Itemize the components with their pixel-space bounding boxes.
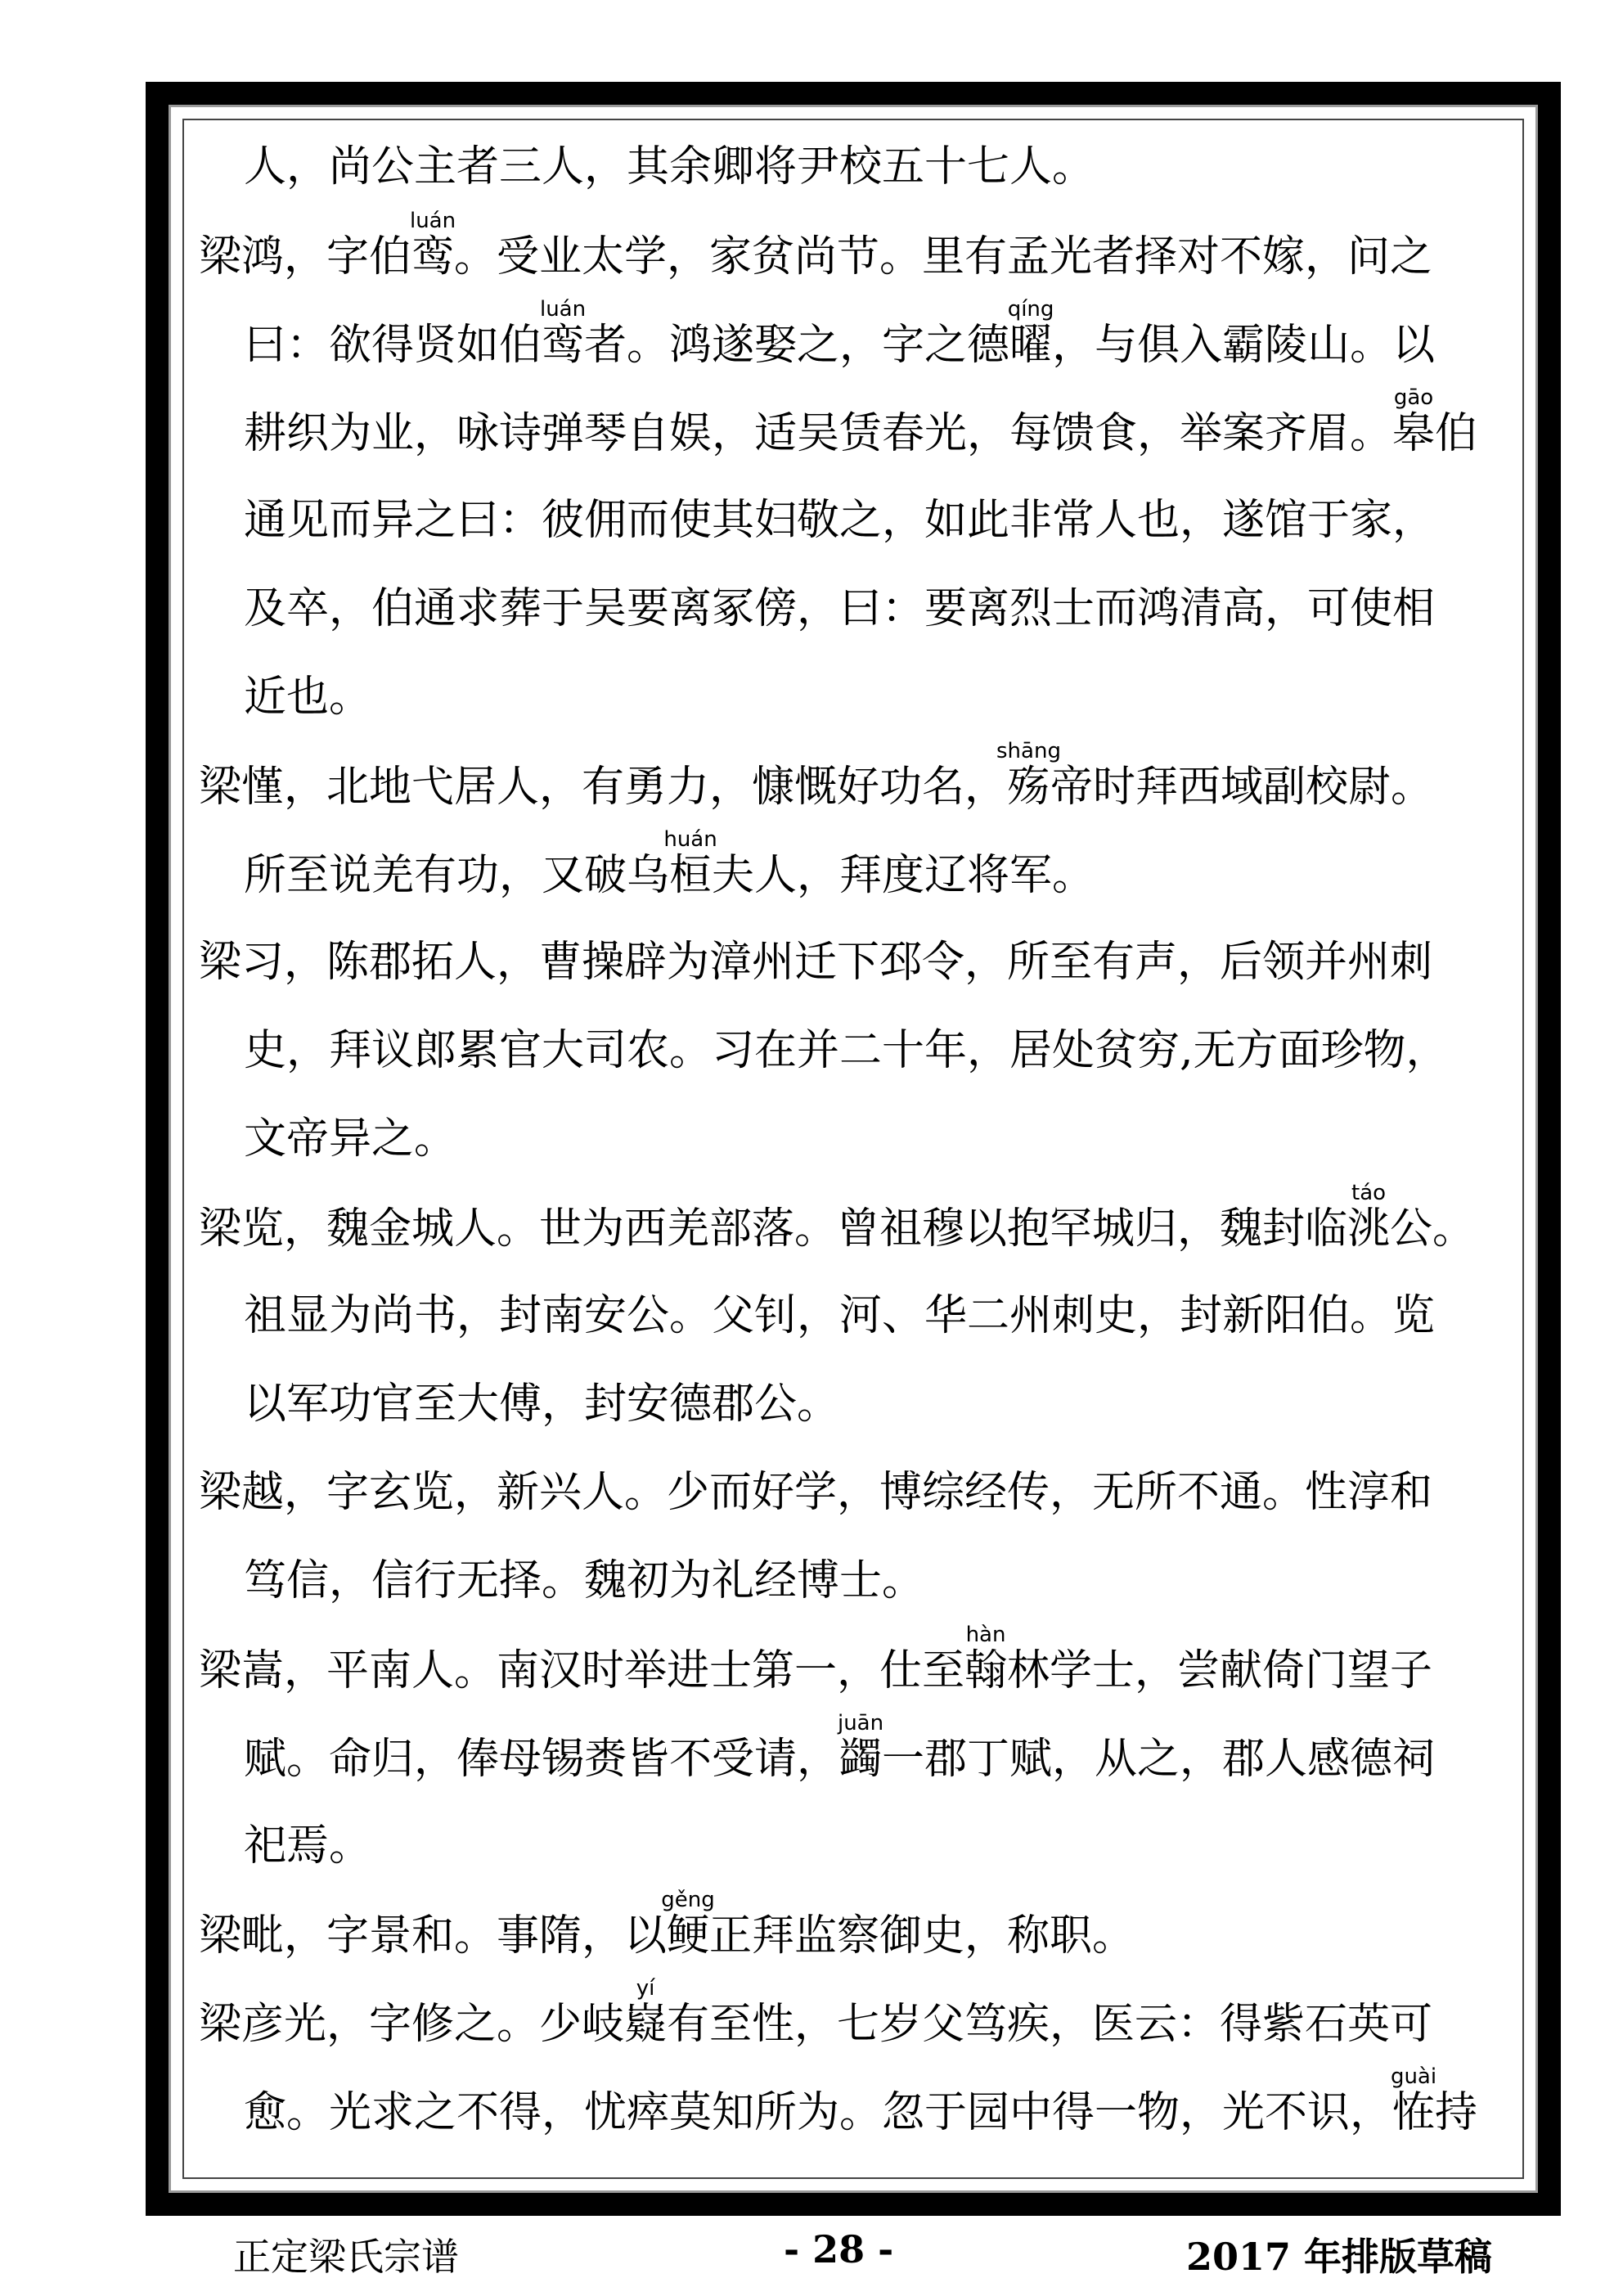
text-segment: 梁越，字玄览，新兴人。少而好学，博综经传，无所不通。性淳和 bbox=[199, 1468, 1433, 1517]
text-segment: 梁彦光，字修之。少岐 bbox=[199, 2000, 625, 2049]
entry-paragraph bbox=[199, 211, 1499, 741]
text-segment: ，与俱入霸陵山。以 bbox=[1052, 321, 1436, 370]
ruby-base: 翰 bbox=[964, 1646, 1008, 1695]
annotated-character bbox=[539, 297, 587, 370]
text-segment: 梁慬，北地弋居人，有勇力，慷慨好功名， bbox=[199, 763, 1008, 812]
text-segment: 赋。命归，俸母锡赉皆不受请， bbox=[244, 1735, 840, 1784]
text-line bbox=[199, 1272, 1499, 1360]
text-segment: 有至性，七岁父笃疾，医云：得紫石英可 bbox=[667, 2000, 1433, 2049]
text-line bbox=[199, 1890, 1499, 1979]
pinyin-annotation: luán bbox=[409, 209, 456, 233]
pinyin-annotation: guài bbox=[1390, 2064, 1437, 2089]
text-segment: 持 bbox=[1435, 2088, 1478, 2137]
pinyin-annotation: gāo bbox=[1392, 385, 1436, 410]
ruby-base: 洮 bbox=[1347, 1204, 1391, 1254]
entry-paragraph bbox=[199, 1890, 1499, 1979]
annotated-character bbox=[409, 209, 456, 281]
pinyin-annotation: qíng bbox=[1007, 297, 1054, 322]
text-line bbox=[199, 565, 1499, 653]
annotated-character bbox=[663, 827, 717, 900]
text-segment: 梁览，魏金城人。世为西羌部落。曾祖穆以抱罕城归，魏封临 bbox=[199, 1204, 1348, 1254]
text-segment: 愈。光求之不得，忧瘁莫知所为。忽于园中得一物，光不识， bbox=[244, 2088, 1393, 2137]
text-segment: 笃信，信行无择。魏初为礼经博士。 bbox=[244, 1556, 925, 1605]
text-segment: 公。 bbox=[1390, 1204, 1476, 1254]
text-segment: 伯 bbox=[1435, 409, 1478, 458]
page-footer bbox=[0, 2227, 1623, 2285]
entry-paragraph bbox=[199, 1976, 1499, 2155]
pinyin-annotation: hàn bbox=[964, 1623, 1008, 1647]
text-line bbox=[199, 827, 1499, 918]
entry-paragraph bbox=[199, 1448, 1499, 1625]
text-segment: 夫人，拜度辽将军。 bbox=[712, 851, 1095, 900]
entry-paragraph bbox=[199, 918, 1499, 1183]
text-line bbox=[199, 299, 1499, 388]
text-segment: 以军功官至大傅，封安德郡公。 bbox=[244, 1380, 840, 1429]
pinyin-annotation: yí bbox=[624, 1976, 668, 2001]
pinyin-annotation: luán bbox=[539, 297, 587, 322]
text-segment: 通见而异之曰：彼佣而使其妇敬之，如此非常人也，遂馆于家， bbox=[244, 496, 1436, 545]
text-line bbox=[199, 1976, 1499, 2067]
ruby-base: 曜 bbox=[1007, 321, 1054, 370]
text-line bbox=[199, 1448, 1499, 1537]
text-line bbox=[199, 1802, 1499, 1890]
text-segment: 林学士，尝献倚门望子 bbox=[1007, 1646, 1433, 1695]
annotated-character bbox=[1390, 2064, 1437, 2137]
entry-paragraph bbox=[199, 1183, 1499, 1448]
ruby-base: 鸾 bbox=[539, 321, 587, 370]
text-line bbox=[199, 211, 1499, 299]
entry-paragraph bbox=[199, 123, 1499, 211]
text-line bbox=[199, 385, 1499, 476]
entry-paragraph bbox=[199, 741, 1499, 918]
pinyin-annotation: shāng bbox=[996, 739, 1061, 763]
text-segment: 人，尚公主者三人，其余卿将尹校五十七人。 bbox=[244, 142, 1095, 191]
ruby-base: 鲠 bbox=[661, 1911, 715, 1961]
text-line bbox=[199, 1713, 1499, 1802]
annotated-character bbox=[1347, 1181, 1391, 1254]
text-segment: 者。鸿遂娶之，字之德 bbox=[584, 321, 1010, 370]
text-line bbox=[199, 1095, 1499, 1183]
text-segment: 梁嵩，平南人。南汉时举进士第一，仕至 bbox=[199, 1646, 965, 1695]
text-segment: 近也。 bbox=[244, 673, 372, 722]
text-segment: 一郡丁赋，从之，郡人感德祠 bbox=[882, 1735, 1436, 1784]
footer-page-number: - 28 - bbox=[784, 2227, 894, 2271]
text-line bbox=[199, 476, 1499, 565]
text-segment: 祀焉。 bbox=[244, 1821, 372, 1871]
pinyin-annotation: juān bbox=[837, 1711, 884, 1736]
text-segment: 史，拜议郎累官大司农。习在并二十年，居处贫穷,无方面珍物， bbox=[244, 1026, 1449, 1075]
pinyin-annotation: táo bbox=[1347, 1181, 1391, 1205]
annotated-character bbox=[1392, 385, 1436, 458]
text-line bbox=[199, 2064, 1499, 2155]
text-line bbox=[199, 1006, 1499, 1095]
text-segment: 所至说羌有功，又破乌 bbox=[244, 851, 670, 900]
footer-book-title: 正定梁氏宗谱 bbox=[233, 2235, 459, 2279]
entry-paragraph bbox=[199, 1625, 1499, 1890]
ruby-base: 皋 bbox=[1392, 409, 1436, 458]
annotated-character bbox=[661, 1888, 715, 1961]
annotated-character bbox=[624, 1976, 668, 2049]
annotated-character bbox=[996, 739, 1061, 812]
annotated-character bbox=[837, 1711, 884, 1784]
ruby-base: 嶷 bbox=[624, 2000, 668, 2049]
footer-draft-note: 2017 年排版草稿 bbox=[1186, 2235, 1493, 2279]
pinyin-annotation: huán bbox=[663, 827, 717, 852]
ruby-base: 殇 bbox=[996, 763, 1061, 812]
text-line bbox=[199, 741, 1499, 830]
ruby-base: 桓 bbox=[663, 851, 717, 900]
text-line bbox=[199, 1183, 1499, 1272]
pinyin-annotation: gěng bbox=[661, 1888, 715, 1912]
text-segment: 耕织为业，咏诗弹琴自娱，适吴赁春光，每馈食，举案齐眉。 bbox=[244, 409, 1393, 458]
text-segment: 曰：欲得贤如伯 bbox=[244, 321, 542, 370]
text-line bbox=[199, 1360, 1499, 1448]
text-line bbox=[199, 918, 1499, 1006]
ruby-base: 恠 bbox=[1390, 2088, 1437, 2137]
text-line bbox=[199, 1537, 1499, 1625]
document-body bbox=[199, 123, 1499, 2155]
text-segment: 祖显为尚书，封南安公。父钊，河、华二州刺史，封新阳伯。览 bbox=[244, 1291, 1436, 1340]
text-segment: 正拜监察御史，称职。 bbox=[709, 1911, 1135, 1961]
text-segment: 梁鸿，字伯 bbox=[199, 232, 412, 281]
ruby-base: 鸾 bbox=[409, 232, 456, 281]
text-segment: 及卒，伯通求葬于吴要离冢傍，曰：要离烈士而鸿清高，可使相 bbox=[244, 584, 1436, 633]
text-segment: 。受业太学，家贫尚节。里有孟光者择对不嫁，问之 bbox=[454, 232, 1433, 281]
text-line bbox=[199, 123, 1499, 211]
text-segment: 梁毗，字景和。事隋，以 bbox=[199, 1911, 668, 1961]
text-line bbox=[199, 1625, 1499, 1713]
text-segment: 文帝异之。 bbox=[244, 1114, 457, 1164]
ruby-base: 蠲 bbox=[837, 1735, 884, 1784]
annotated-character bbox=[964, 1623, 1008, 1695]
text-line bbox=[199, 653, 1499, 741]
text-segment: 帝时拜西域副校尉。 bbox=[1050, 763, 1433, 812]
annotated-character bbox=[1007, 297, 1054, 370]
text-segment: 梁习，陈郡拓人，曹操辟为漳州迁下邳令，所至有声，后领并州刺 bbox=[199, 938, 1433, 987]
